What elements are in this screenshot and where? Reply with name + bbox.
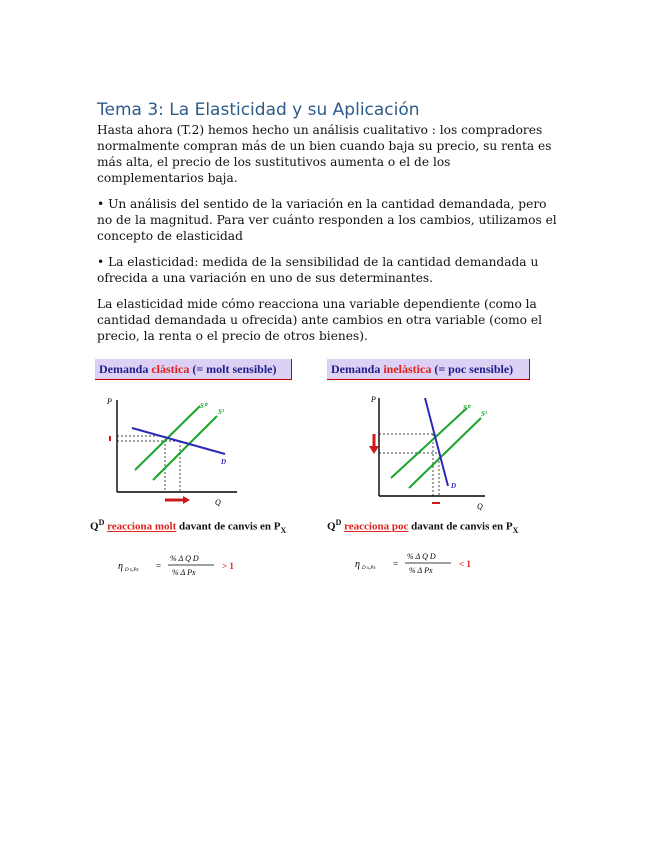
elastic-axis-q-label: Q <box>215 498 221 507</box>
elastic-qty-arrowhead <box>183 496 190 504</box>
elastic-formula-numerator: % Δ Q D <box>170 554 199 563</box>
inelastic-formula-comparison: < 1 <box>459 559 471 569</box>
elastic-title-part-c: (= molt sensible) <box>189 362 277 376</box>
inelastic-caption <box>327 518 518 535</box>
page-title: Tema 3: La Elasticidad y su Aplicación <box>97 100 420 120</box>
inelastic-demand-title <box>327 359 530 380</box>
inelastic-demand-curve <box>425 398 448 486</box>
paragraph-bullet-analysis: • Un análisis del sentido de la variación en la cantidad demandada, pero no de la magnitud. Para ver cuánto responden a los cambios, utilizamos el concepto de elasticidad <box>97 197 557 243</box>
paragraph-intro: Hasta ahora (T.2) hemos hecho un análisis cualitativo : los compradores normalmente compran más de un bien cuando baja su precio, su renta es más alta, el precio de los sustitutivos aumenta o el de los complementarios baja. <box>97 123 552 185</box>
elastic-formula <box>118 550 258 582</box>
inelastic-axis-q-label: Q <box>477 502 483 511</box>
inelastic-caption-rest: davant de canvis en P <box>408 520 513 533</box>
inelastic-formula-equals: = <box>393 559 399 569</box>
inelastic-caption-q: Q <box>327 520 336 533</box>
elastic-caption-sub: X <box>280 525 287 535</box>
elastic-formula-denominator: % Δ Px <box>172 568 196 577</box>
elastic-title-part-a: Demanda <box>99 362 152 376</box>
elastic-demand-graph <box>95 392 245 512</box>
elastic-label-s1: S¹ <box>218 408 224 416</box>
elastic-label-d: D <box>221 458 227 466</box>
inelastic-title-keyword: inelàstica <box>383 362 432 376</box>
paragraph-bullet-elasticity: • La elasticidad: medida de la sensibilidad de la cantidad demandada u ofrecida a una variación en uno de sus determinantes. <box>97 255 539 285</box>
elastic-caption-keyword: reacciona molt <box>107 520 177 533</box>
inelastic-axis-p-label: P <box>371 395 376 404</box>
inelastic-formula-eta: η <box>355 559 360 570</box>
inelastic-caption-sup: D <box>335 518 342 527</box>
inelastic-caption-sub: X <box>512 525 519 535</box>
inelastic-label-d: D <box>451 482 457 490</box>
inelastic-formula <box>355 548 495 580</box>
elastic-formula-equals: = <box>156 561 162 571</box>
elastic-formula-eta-sub: D x,Px <box>125 568 139 573</box>
elastic-caption-sup: D <box>98 518 105 527</box>
elastic-demand-title <box>95 359 292 380</box>
inelastic-formula-eta-sub: D x,Px <box>362 566 376 571</box>
elastic-formula-eta: η <box>118 561 123 572</box>
elastic-caption <box>90 518 286 535</box>
inelastic-label-s0: S⁰ <box>463 404 470 412</box>
inelastic-formula-denominator: % Δ Px <box>409 566 433 575</box>
elastic-formula-comparison: > 1 <box>222 561 234 571</box>
inelastic-demand-graph <box>345 392 495 512</box>
elastic-caption-q: Q <box>90 520 99 533</box>
inelastic-price-arrowhead <box>369 446 379 454</box>
inelastic-formula-numerator: % Δ Q D <box>407 552 436 561</box>
paragraph-definition: La elasticidad mide cómo reacciona una variable dependiente (como la cantidad demandada u ofrecida) ante cambios en otra variable (como el precio, la renta o el precio de otros bienes). <box>97 297 542 343</box>
inelastic-title-part-a: Demanda <box>331 362 384 376</box>
elastic-title-keyword: clàstica <box>151 362 190 376</box>
inelastic-title-part-c: (= poc sensible) <box>431 362 514 376</box>
elastic-axis-p-label: P <box>107 397 112 406</box>
elastic-label-s0: S⁰ <box>200 402 207 410</box>
elastic-supply-s1 <box>153 416 217 480</box>
elastic-caption-rest: davant de canvis en P <box>176 520 281 533</box>
inelastic-label-s1: S¹ <box>481 410 487 418</box>
inelastic-caption-keyword: reacciona poc <box>344 520 409 533</box>
